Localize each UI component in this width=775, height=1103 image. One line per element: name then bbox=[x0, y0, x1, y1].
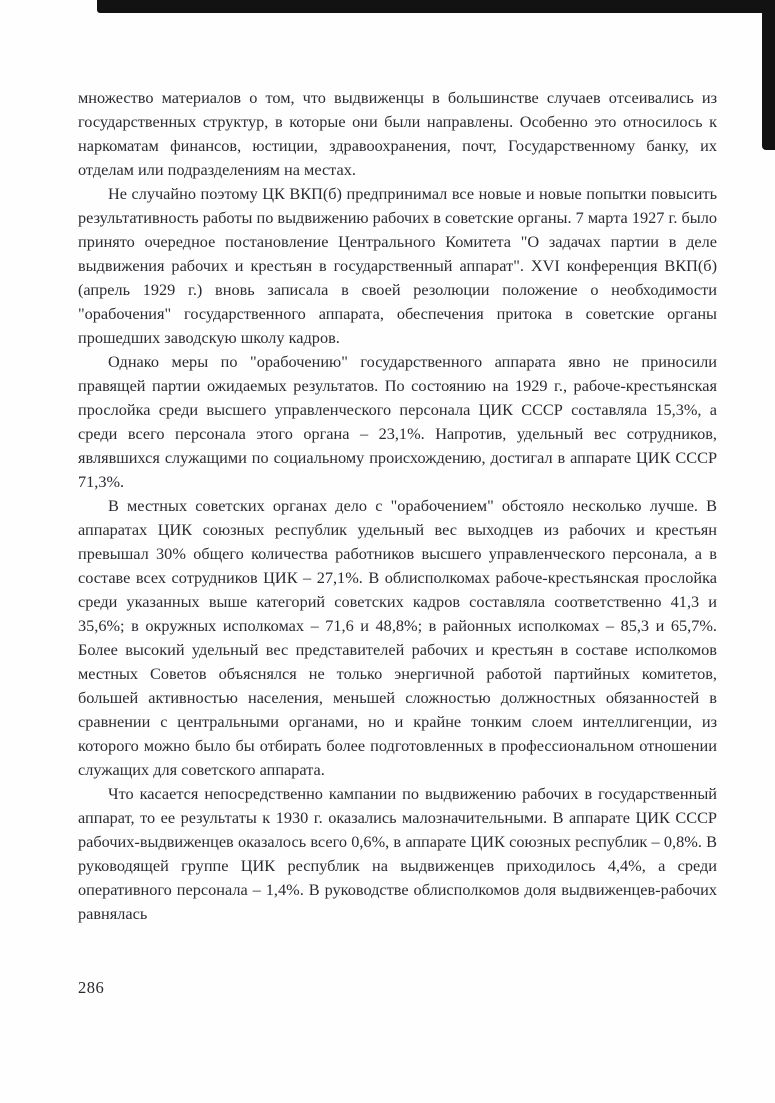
page-number: 286 bbox=[78, 978, 105, 997]
scan-artifact-top-bar bbox=[97, 0, 775, 13]
scan-artifact-right-bar bbox=[762, 0, 775, 150]
paragraph: Однако меры по "орабочению" государственного аппарата явно не приносили правящей партии ожидаемых результатов. По состоянию на 1929 г., рабоче-крестьянская прослойка среди высшего управленческого персонала ЦИК СССР составляла 15,3%, а среди всего персонала этого органа – 23,1%. Напротив, удельный вес сотрудников, являвшихся служащими по социальному происхождению, достигал в аппарате ЦИК СССР 71,3%. bbox=[78, 352, 717, 491]
paragraph: Не случайно поэтому ЦК ВКП(б) предпринимал все новые и новые попытки повысить результативность работы по выдвижению рабочих в советские органы. 7 марта 1927 г. было принято очередное постановление Центрального Комитета "О задачах партии в деле выдвижения рабочих и крестьян в государственный аппарат". XVI конференция ВКП(б) (апрель 1929 г.) вновь записала в своей резолюции положение о необходимости "орабочения" государственного аппарата, обеспечения притока в советские органы прошедших заводскую школу кадров. bbox=[78, 184, 717, 347]
text-block bbox=[78, 86, 717, 926]
paragraph: Что касается непосредственно кампании по выдвижению рабочих в государственный аппарат, то ее результаты к 1930 г. оказались малозначительными. В аппарате ЦИК СССР рабочих-выдвиженцев оказалось всего 0,6%, в аппарате ЦИК союзных республик – 0,8%. В руководящей группе ЦИК республик на выдвиженцев приходилось 4,4%, а среди оперативного персонала – 1,4%. В руководстве облисполкомов доля выдвиженцев-рабочих равнялась bbox=[78, 784, 717, 923]
paragraph: множество материалов о том, что выдвиженцы в большинстве случаев отсеивались из государственных структур, в которые они были направлены. Особенно это относилось к наркоматам финансов, юстиции, здравоохранения, почт, Государственному банку, их отделам или подразделениям на местах. bbox=[78, 88, 717, 179]
paragraph: В местных советских органах дело с "орабочением" обстояло несколько лучше. В аппаратах ЦИК союзных республик удельный вес выходцев из рабочих и крестьян превышал 30% общего количества работников высшего управленческого персонала, а в составе всех сотрудников ЦИК – 27,1%. В облисполкомах рабоче-крестьянская прослойка среди указанных выше категорий советских кадров составляла соответственно 41,3 и 35,6%; в окружных исполкомах – 71,6 и 48,8%; в районных исполкомах – 85,3 и 65,7%. Более высокий удельный вес представителей рабочих и крестьян в составе исполкомов местных Советов объяснялся не только энергичной работой партийных комитетов, большей активностью населения, меньшей сложностью должностных обязанностей в сравнении с центральными органами, но и крайне тонким слоем интеллигенции, из которого можно было бы отбирать более подготовленных в профессиональном отношении служащих для советского аппарата. bbox=[78, 496, 717, 779]
